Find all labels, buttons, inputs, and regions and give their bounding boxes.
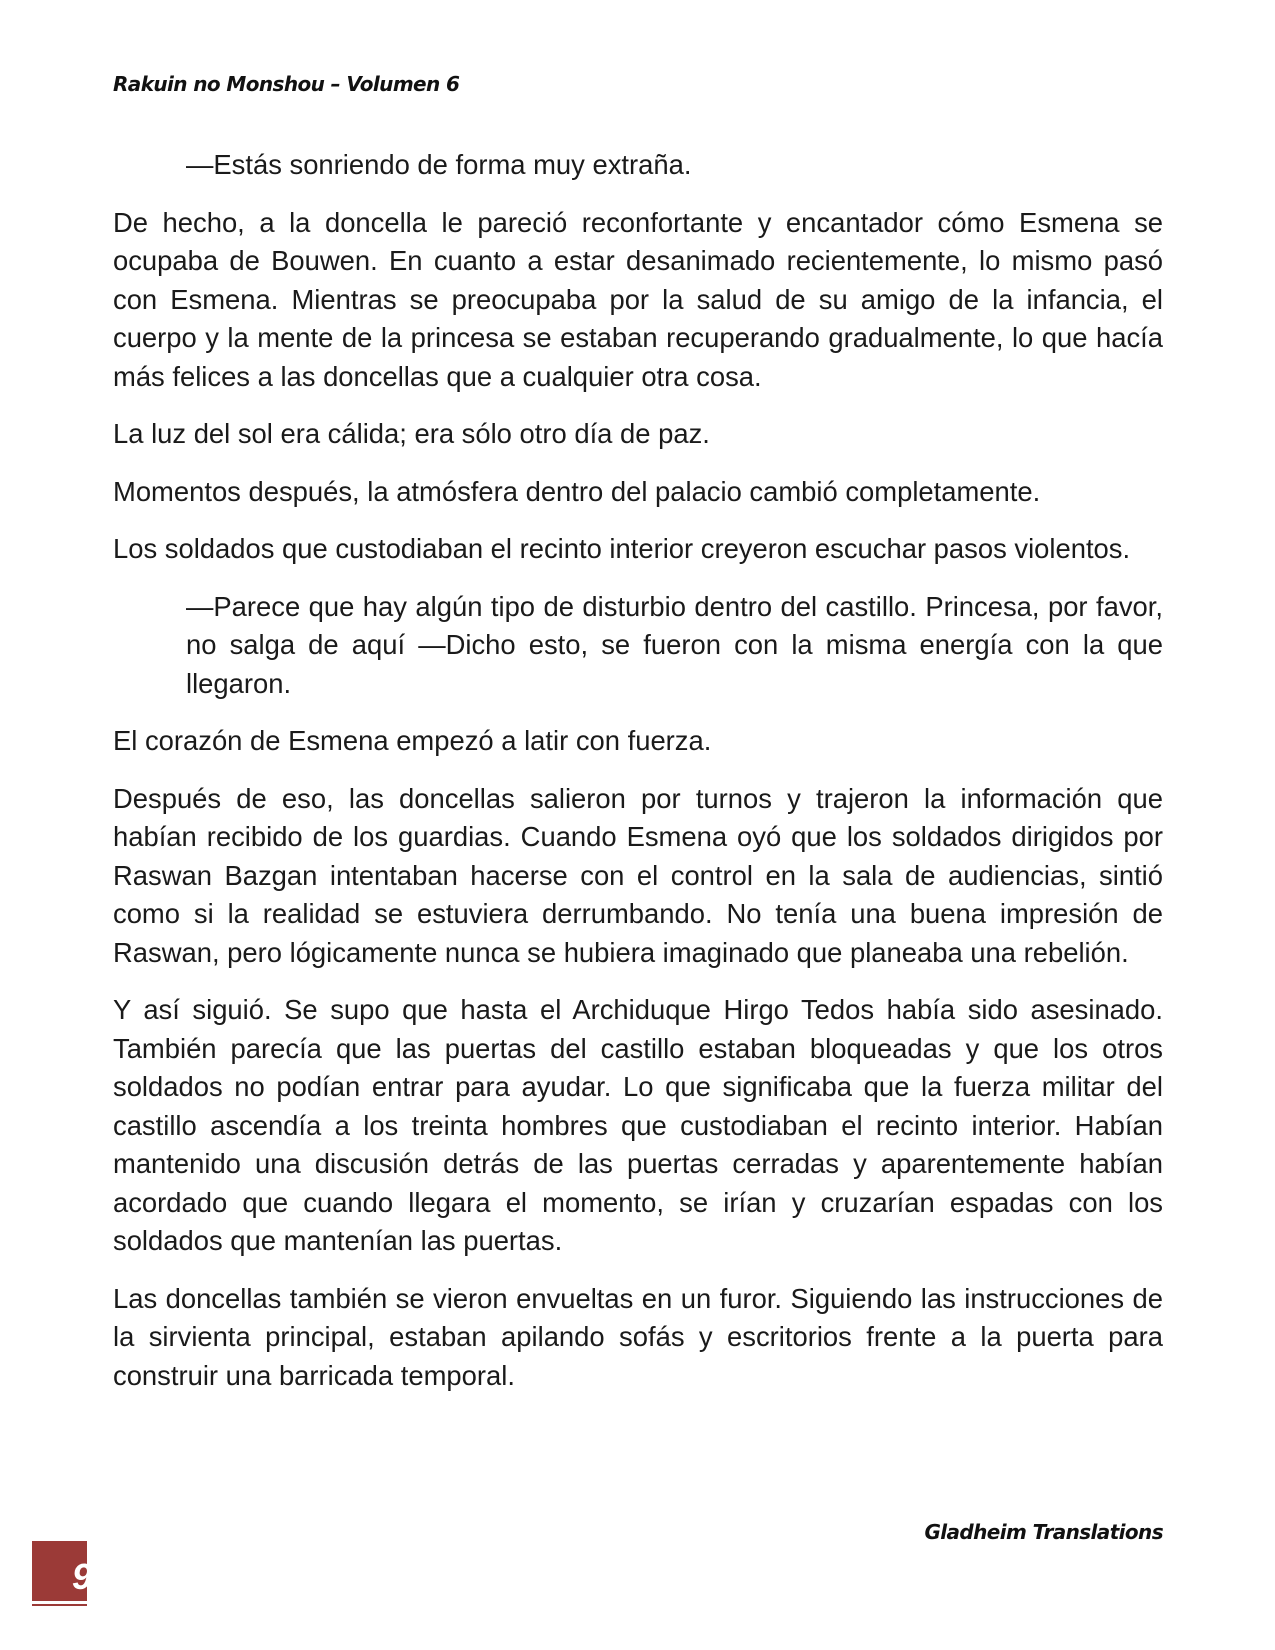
body-text xyxy=(113,146,1163,1414)
paragraph: De hecho, a la doncella le pareció reconfortante y encantador cómo Esmena se ocupaba de Bouwen. En cuanto a estar desanimado recientemente, lo mismo pasó con Esmena. Mientras se preocupaba por la salud de su amigo de la infancia, el cuerpo y la mente de la princesa se estaban recuperando gradualmente, lo que hacía más felices a las doncellas que a cualquier otra cosa. xyxy=(113,206,1163,392)
dialogue-paragraph: —Parece que hay algún tipo de disturbio dentro del castillo. Princesa, por favor, no salga de aquí —Dicho esto, se fueron con la misma energía con la que llegaron. xyxy=(186,590,1163,699)
dialogue-paragraph: —Estás sonriendo de forma muy extraña. xyxy=(186,149,692,180)
paragraph: Y así siguió. Se supo que hasta el Archiduque Hirgo Tedos había sido asesinado. También parecía que las puertas del castillo estaban bloqueadas y que los otros soldados no podían entrar para ayudar. Lo que significaba que la fuerza militar del castillo ascendía a los treinta hombres que custodiaban el recinto interior. Habían mantenido una discusión detrás de las puertas cerradas y aparentemente habían acordado que cuando llegara el momento, se irían y cruzarían espadas con los soldados que mantenían las puertas. xyxy=(113,994,1163,1256)
page-number: 9 xyxy=(72,1556,93,1597)
paragraph: Momentos después, la atmósfera dentro del palacio cambió completamente. xyxy=(113,475,1041,507)
paragraph: La luz del sol era cálida; era sólo otro día de paz. xyxy=(113,418,710,449)
paragraph: Los soldados que custodiaban el recinto interior creyeron escuchar pasos violentos. xyxy=(113,533,1131,564)
paragraph: El corazón de Esmena empezó a latir con fuerza. xyxy=(113,725,712,756)
paragraph: Las doncellas también se vieron envueltas en un furor. Siguiendo las instrucciones de la sirvienta principal, estaban apilando sofás y escritorios frente a la puerta para construir una barricada temporal. xyxy=(113,1282,1163,1391)
page-badge-rule xyxy=(32,1601,87,1604)
running-header: Rakuin no Monshou – Volumen 6 xyxy=(113,72,460,96)
page-number-badge xyxy=(32,1541,93,1606)
paragraph: Después de eso, las doncellas salieron por turnos y trajeron la información que habían recibido de los guardias. Cuando Esmena oyó que los soldados dirigidos por Raswan Bazgan intentaban hacerse con el control en la sala de audiencias, sintió como si la realidad se estuviera derrumbando. No tenía una buena impresión de Raswan, pero lógicamente nunca se hubiera imaginado que planeaba una rebelión. xyxy=(113,782,1163,968)
translator-credit: Gladheim Translations xyxy=(924,1520,1163,1544)
